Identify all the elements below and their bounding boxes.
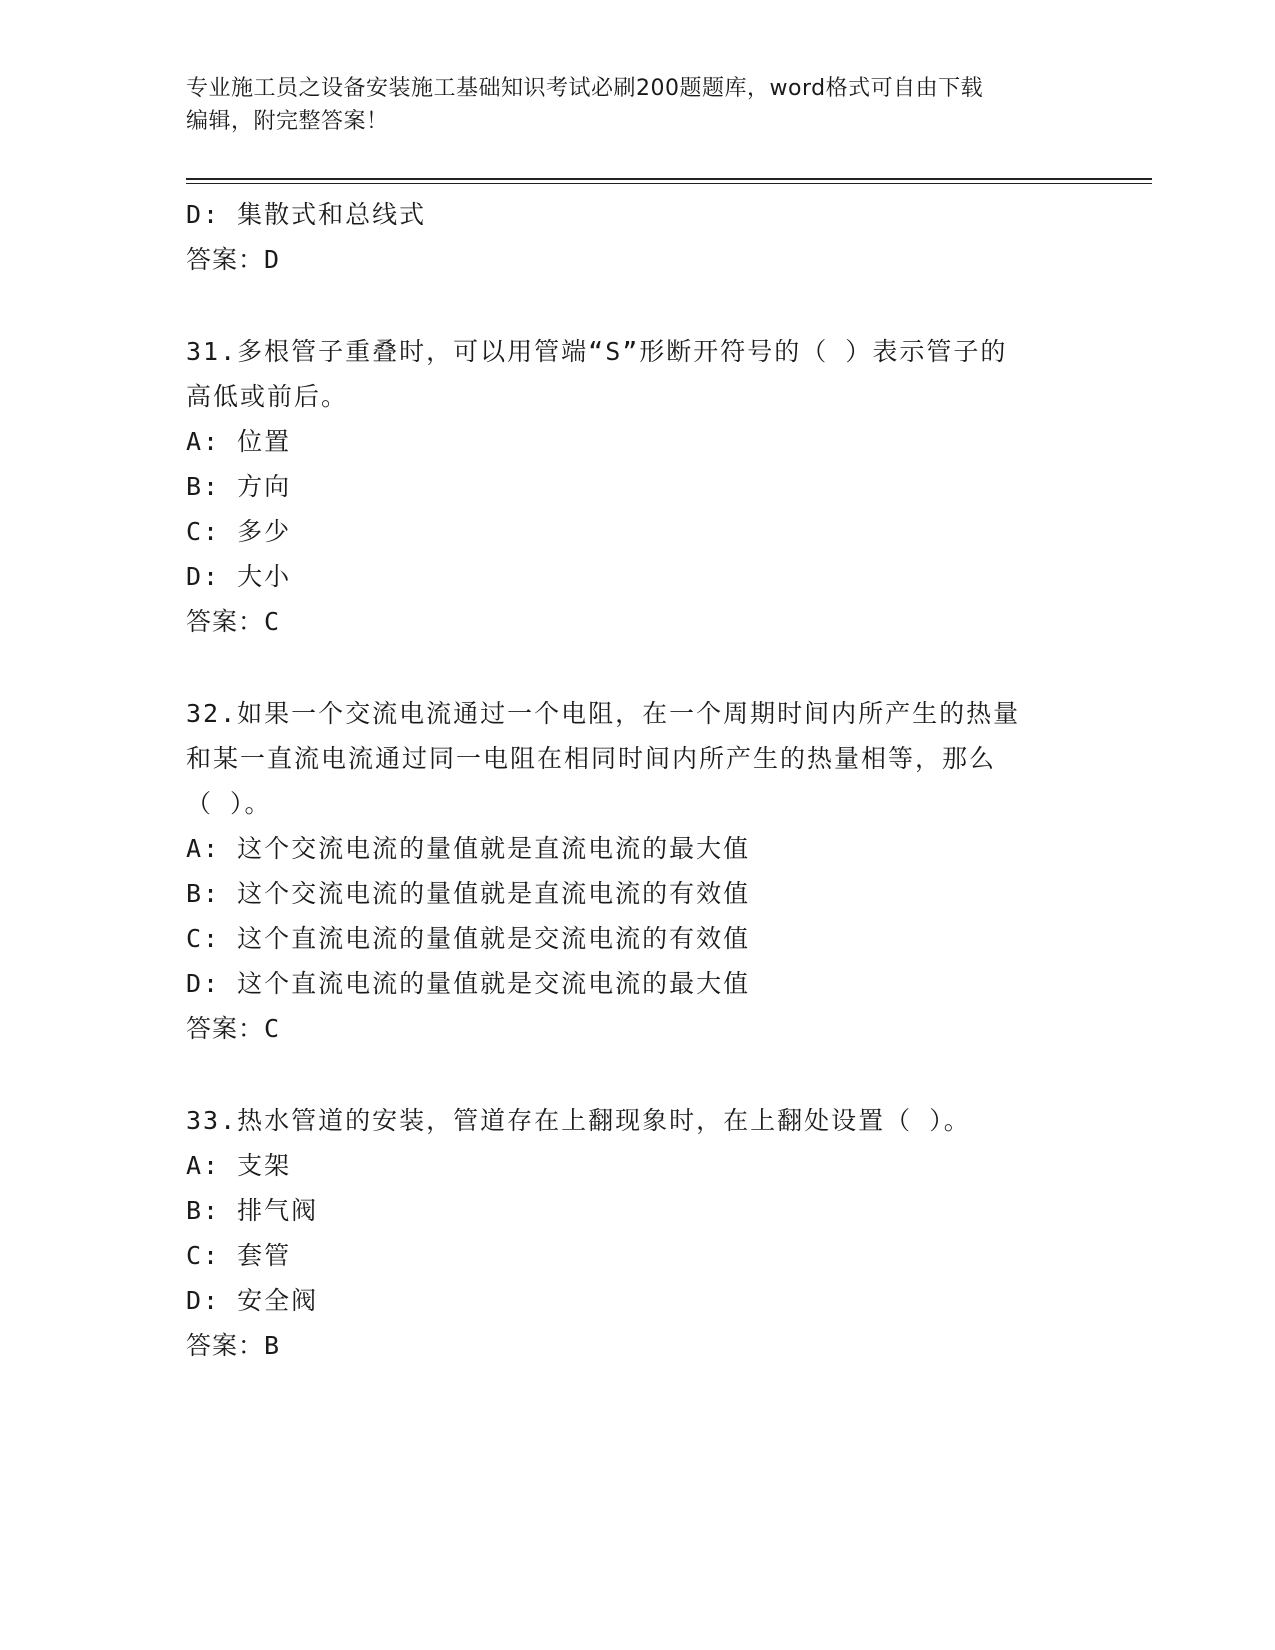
question-stem: 31.多根管子重叠时，可以用管端“S”形断开符号的（ ）表示管子的 <box>186 337 1008 366</box>
header-rule-thin <box>186 183 1152 184</box>
answer-line <box>186 1323 1086 1368</box>
answer-line <box>186 599 1086 644</box>
answer-label: 答案： <box>186 245 265 274</box>
question-31 <box>186 329 1086 644</box>
question-gap <box>186 644 1086 691</box>
question-stem: 33.热水管道的安装，管道存在上翻现象时，在上翻处设置（ ）。 <box>186 1106 971 1135</box>
answer-label: 答案： <box>186 607 265 636</box>
option-d: D: 集散式和总线式 <box>186 200 427 229</box>
option-d: D: 这个直流电流的量值就是交流电流的最大值 <box>186 969 751 998</box>
answer-line <box>186 1006 1086 1051</box>
question-gap <box>186 282 1086 329</box>
option-b: B: 排气阀 <box>186 1196 319 1225</box>
option-c: C: 这个直流电流的量值就是交流电流的有效值 <box>186 924 751 953</box>
option-d: D: 大小 <box>186 562 292 591</box>
option-c: C: 多少 <box>186 517 292 546</box>
header-line-2: 编辑，附完整答案！ <box>186 109 389 134</box>
question-content <box>186 192 1086 1368</box>
option-b: B: 这个交流电流的量值就是直流电流的有效值 <box>186 879 751 908</box>
header-rule-thick <box>186 178 1152 180</box>
option-b: B: 方向 <box>186 472 292 501</box>
answer-label: 答案： <box>186 1014 265 1043</box>
option-a: A: 位置 <box>186 427 292 456</box>
answer-line <box>186 237 1086 282</box>
question-32 <box>186 691 1086 1051</box>
document-header <box>186 72 1066 138</box>
answer-value: D <box>264 245 281 274</box>
answer-value: B <box>264 1331 281 1360</box>
answer-value: C <box>264 607 281 636</box>
question-stem: （ ）。 <box>186 789 272 818</box>
question-stem: 32.如果一个交流电流通过一个电阻，在一个周期时间内所产生的热量 <box>186 699 1021 728</box>
question-stem: 和某一直流电流通过同一电阻在相同时间内所产生的热量相等，那么 <box>186 744 997 773</box>
question-gap <box>186 1051 1086 1098</box>
answer-label: 答案： <box>186 1331 265 1360</box>
question-stem: 高低或前后。 <box>186 382 349 411</box>
answer-value: C <box>264 1014 281 1043</box>
option-a: A: 这个交流电流的量值就是直流电流的最大值 <box>186 834 751 863</box>
option-d: D: 安全阀 <box>186 1286 319 1315</box>
question-33 <box>186 1098 1086 1368</box>
option-a: A: 支架 <box>186 1151 292 1180</box>
option-c: C: 套管 <box>186 1241 292 1270</box>
header-line-1: 专业施工员之设备安装施工基础知识考试必刷200题题库，word格式可自由下载 <box>186 76 984 101</box>
